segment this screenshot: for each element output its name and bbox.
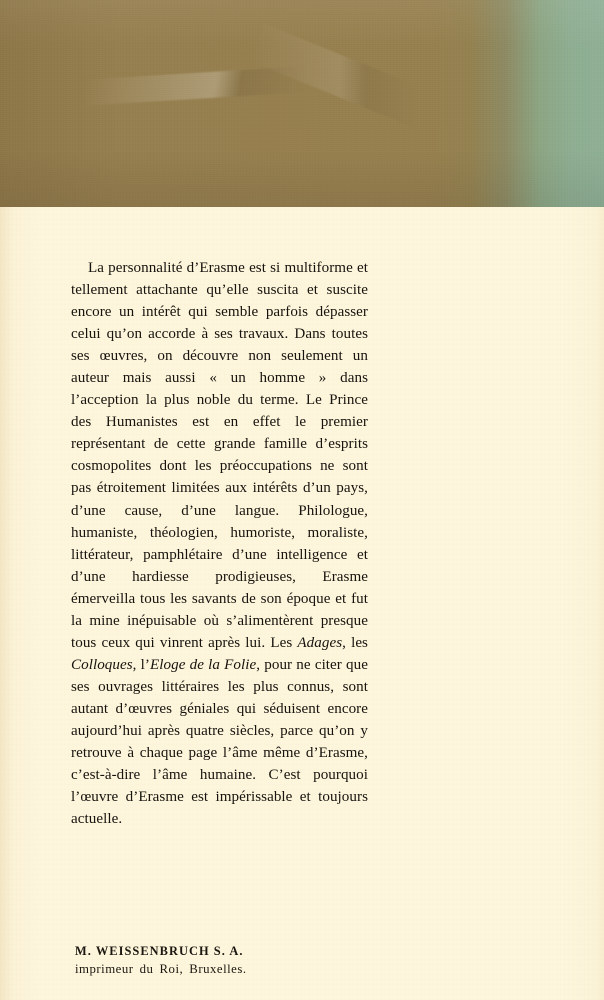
back-cover-blurb: La personnalité d’Erasme est si multiforme et tellement attachante qu’elle suscita et suscite encore un intérêt qui semble parfois dépasser celui qu’on accorde à ses travaux. Dans toutes ses œuvres, on découvre non seulement un auteur mais aussi « un homme » dans l’acception la plus noble du terme. Le Prince des Humanistes est en effet le premier représentant de cette grande famille d’esprits cosmopolites dont les préoccupations ne sont pas étroitement limitées aux intérêts d’un pays, d’une cause, d’une langue. Philologue, humaniste, théologien, humoriste, moraliste, littérateur, pamphlétaire d’une intelligence et d’une hardiesse prodigieuses, Erasme émerveilla tous les savants de son époque et fut la mine inépuisable où s’alimentèrent presque tous ceux qui vinrent après lui. Les Adages, les Colloques, l’Eloge de la Folie, pour ne citer que ses ouvrages littéraires les plus connus, sont autant d’œuvres géniales qui séduisent encore aujourd’hui après quatre siècles, parce qu’on y retrouve à chaque page l’âme même d’Erasme, c’est-à-dire l’âme humaine. C’est pourquoi l’œuvre d’Erasme est impérissable et toujours actuelle.	[71, 260, 368, 828]
band-shading	[0, 0, 604, 207]
cover-crease-mark	[84, 64, 335, 105]
publisher-imprint	[75, 943, 475, 978]
cover-color-band	[0, 0, 604, 207]
publisher-name: M. WEISSENBRUCH S. A.	[75, 944, 244, 958]
band-texture	[0, 0, 604, 207]
publisher-subtitle: imprimeur du Roi, Bruxelles.	[75, 962, 247, 976]
cover-crease-mark-secondary	[250, 24, 450, 136]
